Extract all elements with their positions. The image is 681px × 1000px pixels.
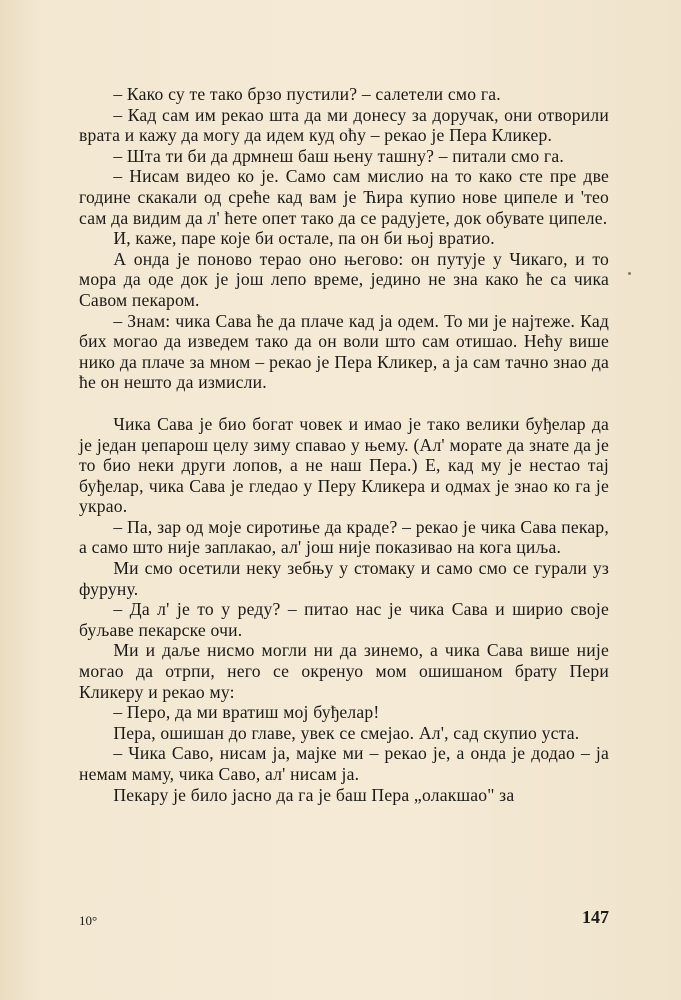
paragraph: – Како су те тако брзо пустили? – салетели смо га. [113, 84, 501, 104]
page-number: 147 [582, 907, 609, 927]
body-text [79, 84, 609, 805]
paragraph: – Перо, да ми вратиш мој буђелар! [113, 702, 380, 723]
paragraph: Пекару је било јасно да га је баш Пера „олакшао" за [113, 784, 515, 805]
paragraph: – Па, зар од моје сиротиње да краде? – рекао је чика Сава пекар, а само што није заплакао, ал' још није показивао на кога циља. [79, 516, 609, 558]
paragraph: Ми и даље нисмо могли ни да зинемо, а чика Сава више није могао да отрпи, него се окренуо мом ошишаном брату Пери Кликеру и рекао му: [79, 640, 609, 702]
paragraph: – Да л' је то у реду? – питао нас је чика Сава и ширио своје буљаве пекарске очи. [79, 599, 609, 640]
paragraph: – Чика Саво, нисам ја, мајке ми – рекао је, а онда је додао – ја немам маму, чика Саво, ал' нисам ја. [79, 743, 609, 784]
paragraph: И, каже, паре које би остале, па он би њој вратио. [113, 228, 495, 249]
paragraph: – Шта ти би да дрмнеш баш њену ташну? – питали смо га. [113, 145, 564, 166]
paragraph: Пера, ошишан до главе, увек се смејао. Ал', сад скупио уста. [113, 722, 580, 743]
paper-speck [628, 272, 631, 275]
paragraph: Чика Сава је био богат човек и имао је тако велики буђелар да је један џепарош целу зиму спавао у њему. (Ал' морате да знате да је то био неки други лопов, а не наш Пера.) Е, кад му је нестао тај буђелар, чика Сава је гледао у Перу Кликера и одмах је знао ко га је украо. [79, 413, 609, 517]
paragraph: – Знам: чика Сава ће да плаче кад ја одем. То ми је најтеже. Кад бих могао да изведем тако да он воли што сам отишао. Нећу више нико да плаче за мном – рекао је Пера Кликер, а ја сам тачно знао да ће он нешто да измисли. [79, 310, 609, 393]
paragraph: – Кад сам им рекао шта да ми донесу за доручак, они отворили врата и кажу да могу да идем куд оћу – рекао је Пера Кликер. [79, 104, 609, 146]
paragraph: А онда је поново терао оно његово: он путује у Чикаго, и то мора да оде док је још лепо време, једино не зна како ће са чика Савом пекаром. [79, 248, 609, 310]
paragraph: – Нисам видео ко је. Само сам мислио на то како сте пре две године скакали од среће кад вам је Ћира купио нове ципеле и 'тео сам да видим да л' ћете опет тако да се радујете, док обувате ципеле. [79, 166, 609, 228]
printer-signature: 10° [79, 913, 98, 928]
paragraph: Ми смо осетили неку зебњу у стомаку и само смо се гурали уз фуруну. [79, 558, 609, 599]
